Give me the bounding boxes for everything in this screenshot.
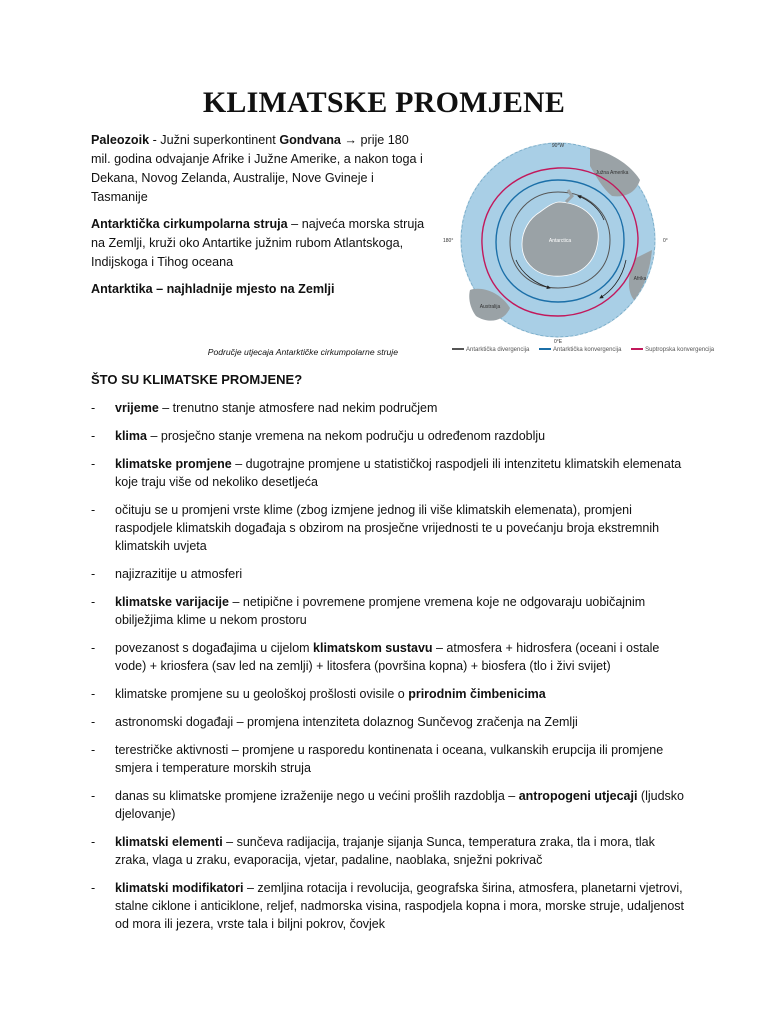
bold-term: klimatskom sustavu bbox=[313, 641, 433, 655]
list-item bbox=[91, 879, 691, 933]
list-text: astronomski događaji – promjena intenziteta dolaznog Sunčevog zračenja na Zemlji bbox=[115, 715, 578, 729]
list-item bbox=[91, 713, 691, 731]
list-text: – prosječno stanje vremena na nekom području u određenom razdoblju bbox=[146, 429, 546, 443]
bold-term: klimatski elementi bbox=[115, 835, 223, 849]
legend-item: Antarktička konvergencija bbox=[539, 347, 621, 353]
list-item bbox=[91, 593, 691, 629]
legend-item: Suptropska konvergencija bbox=[631, 347, 714, 353]
bullet-dash: - bbox=[91, 715, 96, 729]
list-text: – dugotrajne promjene u statističkoj raspodjeli ili intenzitetu klimatskih elemenata koje traju više od nekoliko desetljeća bbox=[115, 457, 682, 489]
intro-paragraph bbox=[91, 215, 429, 272]
list-text: – zemljina rotacija i revolucija, geografska širina, atmosfera, planetarni vjetrovi, stalne ciklone i anticiklone, reljef, nadmorska visina, raspodjela kopna i mora, morske struje, udaljenost od mora ili jezera, vrste tala i biljni pokrov, čovjek bbox=[115, 881, 685, 931]
list-text: najizrazitije u atmosferi bbox=[115, 567, 243, 581]
list-item bbox=[91, 833, 691, 869]
bullet-dash: - bbox=[91, 429, 96, 443]
list-text: terestričke aktivnosti – promjene u rasporedu kontinenata i oceana, vulkanskih erupcija ili promjene smjera i temperature morskih struja bbox=[115, 743, 664, 775]
legend-item: Antarktička divergencija bbox=[452, 347, 529, 353]
intro-paragraph bbox=[91, 131, 429, 207]
bullet-dash: - bbox=[91, 567, 96, 581]
bold-term: antropogeni utjecaji bbox=[518, 789, 638, 803]
bullet-dash: - bbox=[91, 835, 96, 849]
list-item bbox=[91, 787, 691, 823]
list-text: klimatske promjene su u geološkoj prošlosti ovisile o bbox=[115, 687, 409, 701]
intro-section bbox=[91, 131, 429, 307]
list-text: – sunčeva radijacija, trajanje sijanja Sunca, temperatura zraka, tla i mora, tlak zraka, vlaga u zraku, evaporacija, vjetar, padaline, naoblaka, snježni pokrivač bbox=[115, 835, 655, 867]
map-label: Australija bbox=[479, 304, 501, 310]
bold-term: klimatske promjene bbox=[115, 457, 232, 471]
bold-term: klimatski modifikatori bbox=[115, 881, 244, 895]
list-item bbox=[91, 427, 691, 445]
paragraph-text: – najveća morska struja na Zemlji, kruži oko Antartike južnim rubom Atlantskoga, Indijskoga i Tihog oceana bbox=[91, 217, 425, 269]
figure-legend bbox=[452, 347, 722, 353]
list-item bbox=[91, 741, 691, 777]
list-item bbox=[91, 455, 691, 491]
list-text: – atmosfera + hidrosfera (oceani i ostale vode) + kriosfera (sav led na zemlji) + litosfera (površina kopna) + biosfera (tlo i živi svijet) bbox=[115, 641, 660, 673]
bullet-dash: - bbox=[91, 789, 96, 803]
list-text: povezanost s događajima u cijelom bbox=[115, 641, 314, 655]
figure-caption: Područje utjecaja Antarktičke cirkumpolarne struje bbox=[207, 347, 398, 357]
section-heading: ŠTO SU KLIMATSKE PROMJENE? bbox=[91, 372, 303, 387]
bold-term: Antarktika – najhladnije mjesto na Zemlji bbox=[91, 282, 335, 296]
list-text: – trenutno stanje atmosfere nad nekim područjem bbox=[158, 401, 438, 415]
list-text: očituju se u promjeni vrste klime (zbog izmjene jednog ili više klimatskih elemenata), promjeni raspodjele klimatskih događaja s obzirom na prosječne vrijednosti te u povećanju broja ekstremnih klimatskih uvjeta bbox=[115, 503, 660, 553]
list-item bbox=[91, 639, 691, 675]
map-label: Antarctica bbox=[548, 238, 572, 244]
circumpolar-current-map bbox=[440, 140, 675, 345]
bold-term: klima bbox=[115, 429, 147, 443]
bold-term: Antarktička cirkumpolarna struja bbox=[91, 217, 288, 231]
bullet-dash: - bbox=[91, 881, 96, 895]
paragraph-text: → prije 180 mil. godina odvajanje Afrike i Južne Amerike, a nakon toga i Dekana, Novog Zelanda, Australije, Nove Gvineje i Tasmanije bbox=[91, 133, 423, 204]
bold-term: vrijeme bbox=[115, 401, 159, 415]
bold-term: klimatske varijacije bbox=[115, 595, 229, 609]
map-label: 0° bbox=[663, 238, 668, 244]
bold-term: Paleozoik bbox=[91, 133, 150, 147]
bullet-dash: - bbox=[91, 743, 96, 757]
list-item bbox=[91, 565, 691, 583]
map-label: Južna Amerika bbox=[595, 170, 629, 176]
bold-term: prirodnim čimbenicima bbox=[408, 687, 546, 701]
bullet-dash: - bbox=[91, 595, 96, 609]
map-label: Afrika bbox=[633, 276, 647, 282]
list-text: danas su klimatske promjene izraženije nego u većini prošlih razdoblja – bbox=[115, 789, 519, 803]
bullet-dash: - bbox=[91, 503, 96, 517]
bold-term: Gondvana bbox=[279, 133, 341, 147]
list-item bbox=[91, 501, 691, 555]
list-item bbox=[91, 685, 691, 703]
page-title: KLIMATSKE PROMJENE bbox=[202, 86, 566, 119]
paragraph-text: - Južni superkontinent bbox=[149, 133, 280, 147]
bullet-dash: - bbox=[91, 401, 96, 415]
map-label: 0°E bbox=[553, 339, 563, 345]
bullet-list bbox=[91, 399, 691, 933]
list-text: – netipične i povremene promjene vremena koje ne odgovaraju uobičajnim obilježjima klime u nekom prostoru bbox=[115, 595, 646, 627]
map-label: 90°W bbox=[551, 143, 565, 149]
bullet-dash: - bbox=[91, 457, 96, 471]
list-text: (ljudsko djelovanje) bbox=[115, 789, 684, 821]
map-label: 180° bbox=[443, 238, 454, 244]
bullet-dash: - bbox=[91, 641, 96, 655]
bullet-dash: - bbox=[91, 687, 96, 701]
intro-paragraph bbox=[91, 280, 429, 299]
list-item bbox=[91, 399, 691, 417]
